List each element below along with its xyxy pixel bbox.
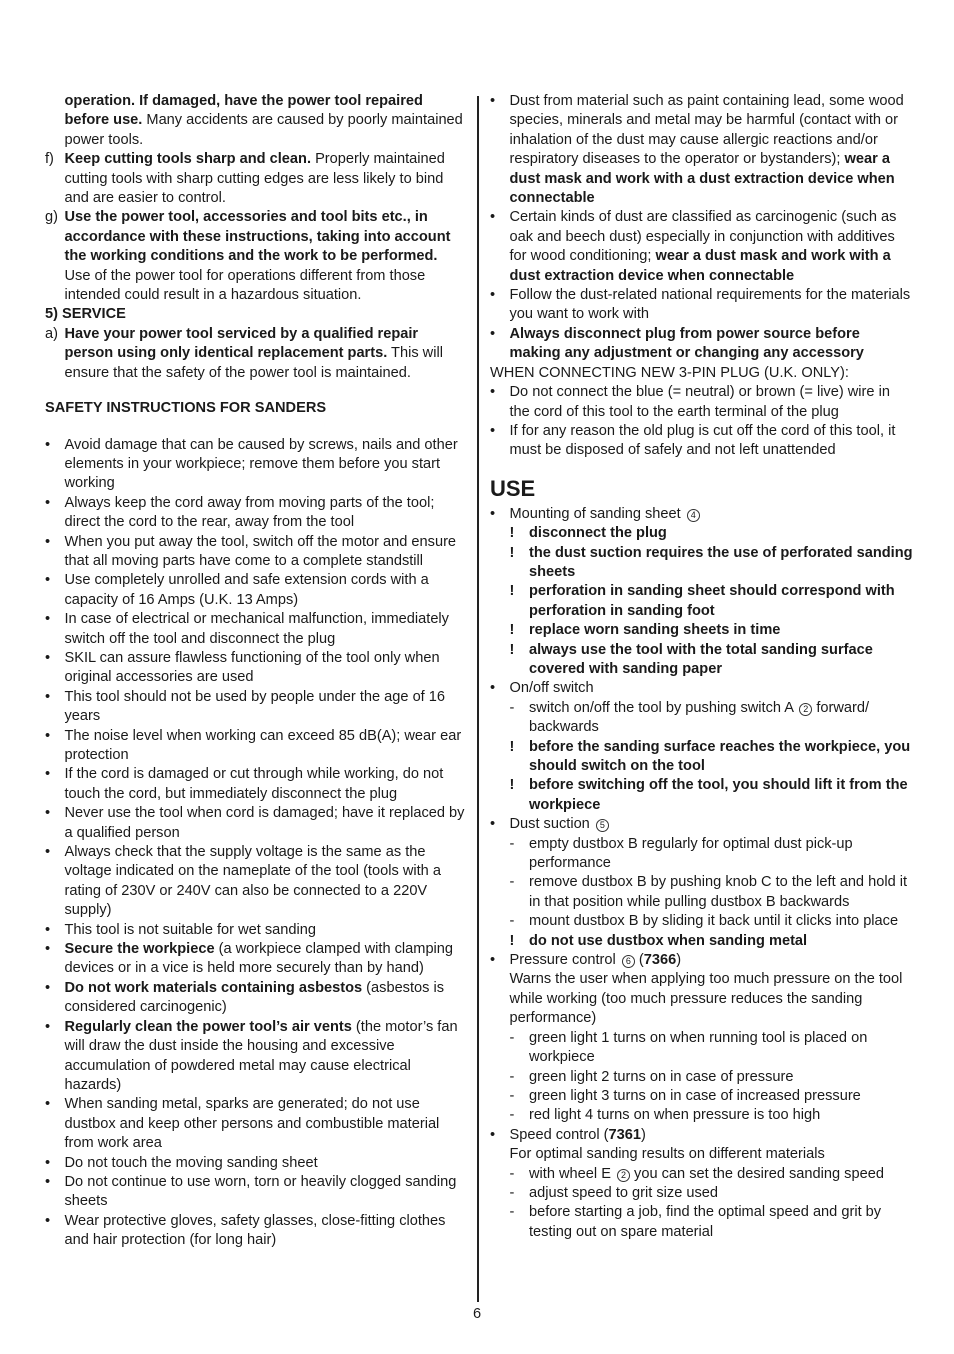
- list-item: • Pressure control 6 (7366) Warns the user when applying too much pressure on the tool while working (too much pressure reduces the sanding performance): [490, 952, 903, 1027]
- item-g: g) Use the power tool, accessories and tool bits etc., in accordance with these instructions, taking into account the working conditions and the work to be performed. Use of the power tool for operations different from those intended could result in a hazardous situation.: [45, 209, 451, 304]
- dash-item: - mount dustbox B by sliding it back until it clicks into place: [509, 913, 899, 930]
- dash-item: - red light 4 turns on when pressure is too high: [509, 1107, 821, 1124]
- list-item: • If the cord is damaged or cut through while working, do not touch the cord, but immediately disconnect the plug: [45, 766, 444, 802]
- sanders-heading: SAFETY INSTRUCTIONS FOR SANDERS: [45, 400, 327, 417]
- figure-ref-6: 6: [622, 955, 635, 968]
- list-item: • SKIL can assure flawless functioning of the tool only when original accessories are used: [45, 649, 440, 686]
- warning-item: ! replace worn sanding sheets in time: [509, 622, 781, 639]
- list-item: • Always check that the supply voltage is the same as the voltage indicated on the nameplate of the tool (tools with a rating of 230V or 240V can also be connected to a 220V supply): [45, 844, 441, 919]
- list-item: • Regularly clean the power tool’s air vents (the motor’s fan will draw the dust inside the housing and excessive accumulation of powdered metal may cause electrical hazards): [45, 1018, 458, 1093]
- list-item: • When sanding metal, sparks are generated; do not use dustbox and keep other persons and combustible material from work area: [45, 1096, 440, 1152]
- list-item: • Follow the dust-related national requirements for the materials you want to work with: [490, 287, 911, 323]
- use-heading: USE: [490, 475, 536, 501]
- warning-item: ! do not use dustbox when sanding metal: [509, 932, 808, 949]
- onoff-warnings: [510, 738, 915, 816]
- list-item: • Secure the workpiece (a workpiece clamped with clamping devices or in a vice is held more securely than by hand): [45, 941, 454, 977]
- list-item: • Do not continue to use worn, torn or heavily clogged sanding sheets: [45, 1173, 457, 1210]
- figure-ref-2: 2: [799, 703, 812, 716]
- list-item: • This tool is not suitable for wet sanding: [45, 921, 316, 938]
- dash-item: - green light 1 turns on when running tool is placed on workpiece: [509, 1029, 868, 1066]
- left-column: [45, 92, 467, 1251]
- list-item: • Use completely unrolled and safe extension cords with a capacity of 16 Amps (U.K. 13 Amps): [45, 572, 429, 608]
- list-item: • If for any reason the old plug is cut off the cord of this tool, it must be disposed of safely and not left unattended: [490, 422, 896, 459]
- sanders-list: [45, 436, 467, 941]
- intro-paragraph: operation. If damaged, have the power tool repaired before use. Many accidents are caused by poorly maintained power tools.: [64, 93, 463, 148]
- list-item: • Do not touch the moving sanding sheet: [45, 1154, 318, 1171]
- list-item: • This tool should not be used by people under the age of 16 years: [45, 688, 446, 725]
- list-item: • On/off switch: [490, 680, 594, 697]
- dust-dash-list: [510, 835, 915, 932]
- dash-item: - adjust speed to grit size used: [509, 1184, 719, 1201]
- page-number: 6: [472, 1306, 482, 1322]
- onoff-details: [490, 699, 914, 815]
- list-item: • Certain kinds of dust are classified as carcinogenic (such as oak and beech dust) especially in conjunction with additives for wood conditioning; wear a dust mask and work with a dust extraction device when connectable: [490, 209, 897, 284]
- list-item: • Dust from material such as paint containing lead, some wood species, minerals and metal may be harmful (contact with or inhalation of the dust may cause allergic reactions and/or respiratory diseases to the operator or bystanders); wear a dust mask and work with a dust extraction device when connectable: [490, 93, 904, 207]
- list-item: • Mounting of sanding sheet 4: [490, 505, 914, 524]
- figure-ref-2: 2: [617, 1169, 630, 1182]
- dust-details: [490, 835, 914, 951]
- list-item: • When you put away the tool, switch off the motor and ensure that all moving parts have come to a complete standstill: [45, 533, 457, 569]
- plug-heading: WHEN CONNECTING NEW 3-PIN PLUG (U.K. ONLY):: [490, 364, 849, 381]
- dash-item: - before starting a job, find the optimal speed and grit by testing out on spare material: [509, 1204, 882, 1240]
- list-item: • The noise level when working can exceed 85 dB(A); wear ear protection: [45, 727, 462, 763]
- warning-item: ! before switching off the tool, you should lift it from the workpiece: [509, 777, 908, 813]
- dash-item: - green light 2 turns on in case of pressure: [509, 1068, 794, 1085]
- dash-item: - green light 3 turns on in case of increased pressure: [509, 1087, 861, 1104]
- service-heading: 5) SERVICE: [45, 306, 126, 323]
- item-a: a) Have your power tool serviced by a qualified repair person using only identical replacement parts. This will ensure that the safety of the power tool is maintained.: [45, 325, 443, 381]
- mount-warnings: [490, 524, 914, 679]
- list-item: • Avoid damage that can be caused by screws, nails and other elements in your workpiece; remove them before you start working: [45, 436, 458, 492]
- dash-item: - remove dustbox B by pushing knob C to the left and hold it in that position while pulling dustbox B backwards: [509, 874, 908, 910]
- warning-item: ! the dust suction requires the use of perforated sanding sheets: [509, 544, 913, 580]
- list-item: • Do not connect the blue (= neutral) or brown (= live) wire in the cord of this tool to the earth terminal of the plug: [490, 384, 890, 420]
- figure-ref-5: 5: [596, 819, 609, 832]
- list-item: • Speed control (7361) For optimal sanding results on different materials: [490, 1126, 825, 1163]
- warning-item: ! before the sanding surface reaches the workpiece, you should switch on the tool: [509, 738, 911, 774]
- item-f: f) Keep cutting tools sharp and clean. Properly maintained cutting tools with sharp cutting edges are less likely to bind and are easier to control.: [45, 151, 445, 207]
- dash-item: - empty dustbox B regularly for optimal dust pick-up performance: [509, 835, 853, 872]
- warning-item: ! disconnect the plug: [509, 525, 667, 542]
- list-item: • Always keep the cord away from moving parts of the tool; direct the cord to the rear, away from the tool: [45, 494, 435, 531]
- speed-details: [490, 1165, 914, 1243]
- dash-item: - with wheel E 2 you can set the desired sanding speed: [509, 1165, 884, 1182]
- right-column: [490, 92, 914, 1242]
- warning-item: ! always use the tool with the total sanding surface covered with sanding paper: [509, 641, 873, 677]
- list-item: • Do not work materials containing asbestos (asbestos is considered carcinogenic): [45, 979, 445, 1016]
- dash-item: - switch on/off the tool by pushing switch A 2 forward/ backwards: [509, 699, 870, 736]
- list-item: • Dust suction 5: [490, 815, 914, 834]
- list-item: • Never use the tool when cord is damaged; have it replaced by a qualified person: [45, 805, 465, 841]
- pressure-dash-list: [490, 1029, 914, 1126]
- list-item: • Wear protective gloves, safety glasses, close-fitting clothes and hair protection (for long hair): [45, 1212, 446, 1249]
- column-divider: [477, 96, 479, 1302]
- figure-ref-4: 4: [687, 509, 700, 522]
- warning-item: ! perforation in sanding sheet should correspond with perforation in sanding foot: [509, 583, 895, 619]
- list-item: • Always disconnect plug from power source before making any adjustment or changing any accessory: [490, 325, 864, 362]
- list-item: • In case of electrical or mechanical malfunction, immediately switch off the tool and disconnect the plug: [45, 611, 449, 647]
- speed-dash-list: [510, 1184, 915, 1242]
- sanders-list-continued: [45, 1095, 467, 1250]
